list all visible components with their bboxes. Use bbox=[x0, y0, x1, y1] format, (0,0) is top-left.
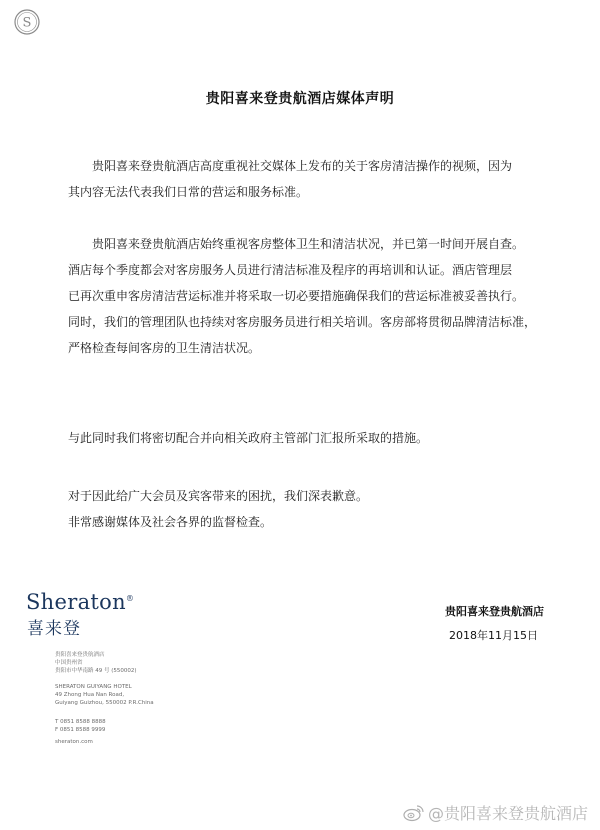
website-url: sheraton.com bbox=[55, 739, 93, 745]
statement-date: 2018年11月15日 bbox=[449, 629, 538, 642]
paragraph-line: 非常感谢媒体及社会各界的监督检查。 bbox=[68, 515, 273, 529]
weibo-icon bbox=[403, 804, 425, 822]
paragraph-4 bbox=[68, 483, 548, 535]
address-english bbox=[55, 683, 154, 707]
registered-mark: ® bbox=[125, 594, 135, 603]
watermark-text: @贵阳喜来登贵航酒店 bbox=[427, 804, 588, 823]
signature-hotel-name: 贵阳喜来登贵航酒店 bbox=[445, 605, 544, 618]
brand-english-text: Sheraton bbox=[26, 590, 126, 614]
fax-line: F 0851 8588 9999 bbox=[55, 727, 106, 733]
paragraph-2 bbox=[68, 231, 548, 361]
paragraph-3 bbox=[68, 425, 548, 451]
weibo-watermark bbox=[403, 801, 588, 824]
address-line: 贵阳市中华南路 49 号 (550002) bbox=[55, 668, 137, 674]
paragraph-line: 贵阳喜来登贵航酒店高度重视社交媒体上发布的关于客房清洁操作的视频，因为 bbox=[92, 159, 513, 173]
statement-title: 贵阳喜来登贵航酒店媒体声明 bbox=[205, 91, 395, 107]
address-line: SHERATON GUIYANG HOTEL bbox=[55, 684, 132, 690]
phone-line: T 0851 8588 8888 bbox=[55, 719, 106, 725]
address-line: 中国贵州省 bbox=[55, 660, 83, 666]
contact-phone-fax bbox=[55, 718, 106, 734]
address-chinese bbox=[55, 651, 137, 675]
address-line: Guiyang Guizhou, 550002 P.R.China bbox=[55, 700, 154, 706]
paragraph-line: 贵阳喜来登贵航酒店始终重视客房整体卫生和清洁状况，并已第一时间开展自查。 bbox=[92, 237, 525, 251]
paragraph-line: 已再次重申客房清洁营运标准并将采取一切必要措施确保我们的营运标准被妥善执行。 bbox=[68, 289, 525, 303]
brand-wordmark-english bbox=[26, 590, 134, 614]
brand-wordmark-chinese: 喜来登 bbox=[27, 619, 81, 639]
svg-text:S: S bbox=[22, 15, 32, 31]
address-line: 贵阳喜来登贵航酒店 bbox=[55, 652, 105, 658]
paragraph-line: 同时，我们的管理团队也持续对客房服务员进行相关培训。客房部将贯彻品牌清洁标准， bbox=[68, 315, 537, 329]
sheraton-s-emblem-icon bbox=[14, 9, 40, 35]
paragraph-line: 酒店每个季度都会对客房服务人员进行清洁标准及程序的再培训和认证。酒店管理层 bbox=[68, 263, 513, 277]
paragraph-1 bbox=[68, 153, 548, 205]
paragraph-line: 与此同时我们将密切配合并向相关政府主管部门汇报所采取的措施。 bbox=[68, 431, 429, 445]
paragraph-line: 其内容无法代表我们日常的营运和服务标准。 bbox=[68, 185, 309, 199]
paragraph-line: 严格检查每间客房的卫生清洁状况。 bbox=[68, 341, 261, 355]
paragraph-line: 对于因此给广大会员及宾客带来的困扰，我们深表歉意。 bbox=[68, 489, 369, 503]
address-line: 49 Zhong Hua Nan Road, bbox=[55, 692, 125, 698]
